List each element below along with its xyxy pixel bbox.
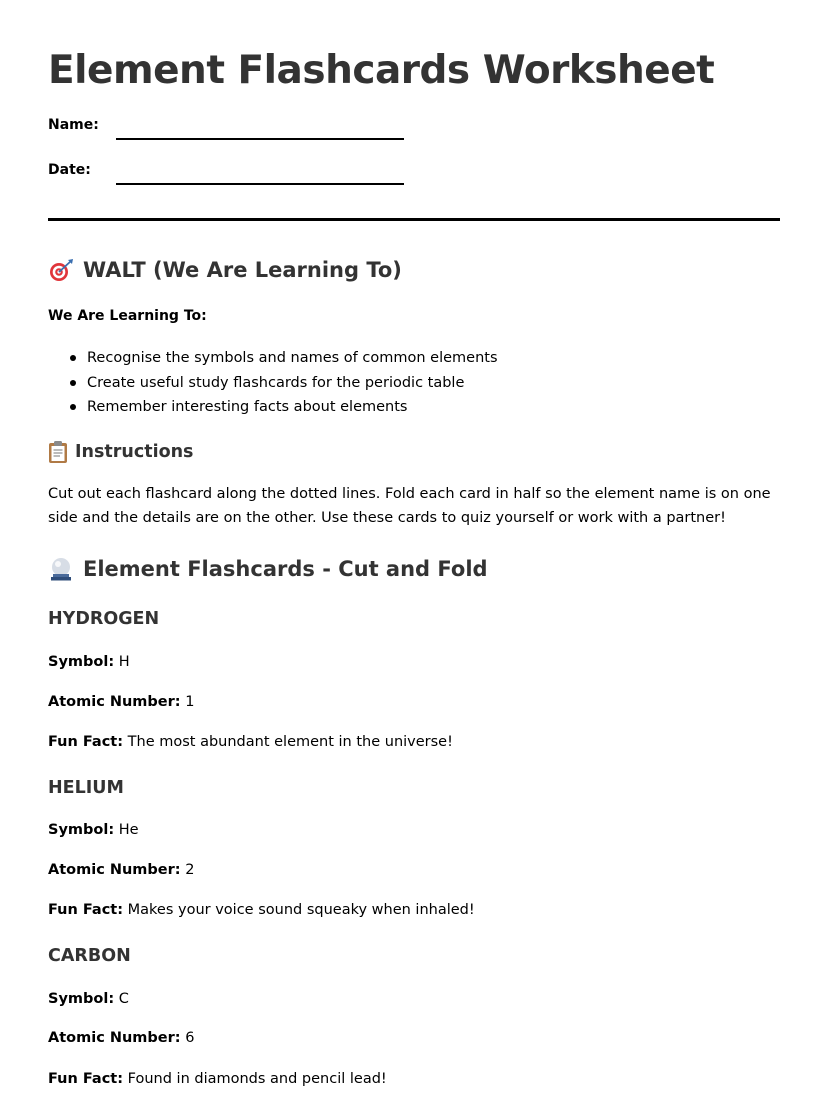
element-fact-line [48, 902, 475, 918]
date-label: Date: [48, 162, 91, 178]
element-number-line [48, 862, 194, 878]
fact-label: Fun Fact: [48, 734, 124, 750]
number-label: Atomic Number: [48, 1030, 181, 1046]
element-card-title-helium: HELIUM [48, 778, 124, 798]
walt-heading-text: WALT (We Are Learning To) [83, 258, 402, 282]
element-card-title-carbon: CARBON [48, 946, 131, 966]
name-label: Name: [48, 117, 99, 133]
instructions-heading-text: Instructions [75, 442, 194, 462]
number-label: Atomic Number: [48, 862, 181, 878]
element-number-line [48, 694, 194, 710]
date-write-line [116, 183, 404, 185]
element-fact-line [48, 1071, 387, 1087]
crystal-ball-icon [48, 557, 75, 581]
number-value: 6 [185, 1030, 195, 1046]
list-item: Remember interesting facts about elements [48, 395, 498, 420]
flashcards-heading-text: Element Flashcards - Cut and Fold [83, 557, 488, 581]
fact-label: Fun Fact: [48, 902, 124, 918]
element-symbol-line [48, 991, 129, 1007]
clipboard-icon [48, 440, 68, 464]
fact-value: Makes your voice sound squeaky when inhaled! [127, 902, 475, 918]
number-value: 1 [185, 694, 195, 710]
walt-heading [48, 258, 402, 282]
walt-subheading: We Are Learning To: [48, 308, 207, 324]
instructions-text: Cut out each flashcard along the dotted lines. Fold each card in half so the element name is on one side and the details are on the other. Use these cards to quiz yourself or work with a partner! [48, 486, 771, 526]
fact-value: Found in diamonds and pencil lead! [127, 1071, 387, 1087]
instructions-heading [48, 440, 193, 464]
target-icon [48, 258, 75, 282]
walt-list [48, 346, 498, 420]
element-card-title-hydrogen: HYDROGEN [48, 609, 160, 629]
name-write-line [116, 138, 404, 140]
flashcards-heading [48, 557, 488, 581]
symbol-value: He [118, 822, 139, 838]
element-number-line [48, 1030, 194, 1046]
list-item: Create useful study flashcards for the periodic table [48, 371, 498, 396]
symbol-label: Symbol: [48, 991, 115, 1007]
page-title: Element Flashcards Worksheet [48, 48, 715, 93]
symbol-value: H [118, 654, 130, 670]
number-value: 2 [185, 862, 195, 878]
symbol-label: Symbol: [48, 822, 115, 838]
fact-value: The most abundant element in the universe! [127, 734, 453, 750]
symbol-value: C [118, 991, 129, 1007]
fact-label: Fun Fact: [48, 1071, 124, 1087]
element-fact-line [48, 734, 453, 750]
number-label: Atomic Number: [48, 694, 181, 710]
element-symbol-line [48, 822, 139, 838]
list-item: Recognise the symbols and names of common elements [48, 346, 498, 371]
header-divider [48, 218, 780, 221]
symbol-label: Symbol: [48, 654, 115, 670]
element-symbol-line [48, 654, 130, 670]
